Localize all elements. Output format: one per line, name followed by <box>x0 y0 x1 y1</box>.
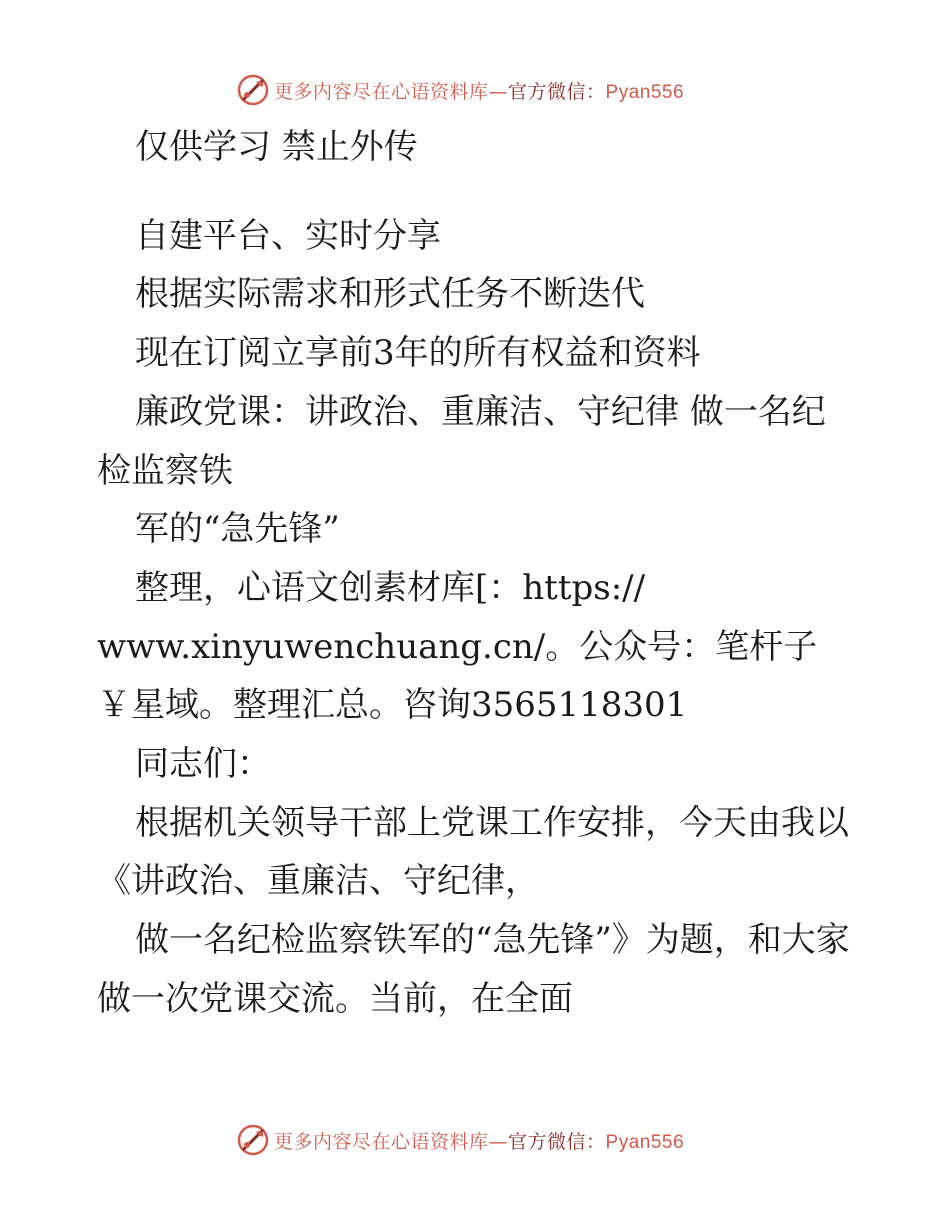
source-details: www.xinyuwenchuang.cn/。公众号：笔杆子￥星域。整理汇总。咨询3565118301 <box>97 626 818 726</box>
watermark-account-label: 官方微信： <box>508 80 606 103</box>
watermark-prefix: 更多内容尽在心语资料库— <box>274 80 509 103</box>
watermark-text <box>274 1127 684 1154</box>
header-watermark <box>236 71 716 109</box>
source-line: 整理，心语文创素材库[：https:// <box>135 567 646 608</box>
subscribe-line: 现在订阅立享前3年的所有权益和资料 <box>135 333 701 374</box>
watermark-account-id: Pyan556 <box>605 81 685 103</box>
watermark-account-label: 官方微信： <box>508 1130 606 1153</box>
greeting-line: 同志们： <box>135 744 271 785</box>
spacer <box>97 177 857 207</box>
iterate-line: 根据实际需求和形式任务不断迭代 <box>135 274 645 315</box>
notice-line: 仅供学习 禁止外传 <box>135 127 418 167</box>
footer-watermark <box>236 1121 716 1159</box>
lesson-title-continued: 军的“急先锋” <box>135 509 340 550</box>
watermark-text <box>274 77 684 104</box>
watermark-prefix: 更多内容尽在心语资料库— <box>274 1130 509 1153</box>
intro-paragraph-continued: 做一名纪检监察铁军的“急先锋”》为题，和大家做一次党课交流。当前，在全面 <box>97 920 850 1019</box>
watermark-account-id: Pyan556 <box>605 1131 685 1153</box>
quill-seal-icon <box>236 1123 270 1157</box>
platform-line: 自建平台、实时分享 <box>135 215 441 256</box>
quill-seal-icon <box>236 73 270 107</box>
lesson-title: 廉政党课：讲政治、重廉洁、守纪律 做一名纪检监察铁 <box>97 391 826 491</box>
intro-paragraph: 根据机关领导干部上党课工作安排，今天由我以《讲政治、重廉洁、守纪律， <box>97 802 849 902</box>
document-body <box>97 118 857 1029</box>
